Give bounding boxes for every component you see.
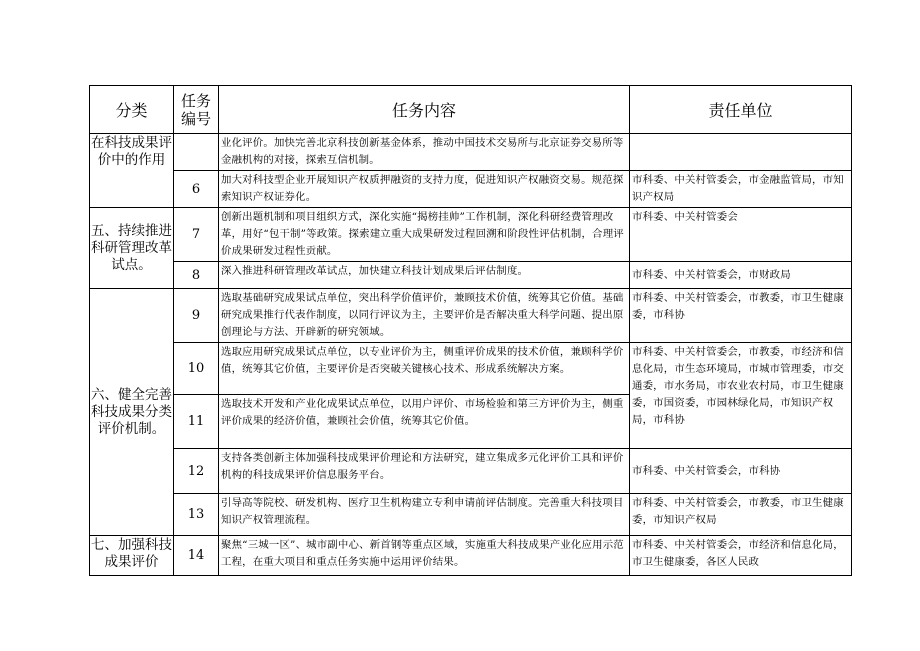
header-responsible-unit: 责任单位 bbox=[630, 86, 852, 134]
task-table bbox=[89, 85, 852, 576]
responsible-unit bbox=[630, 134, 852, 171]
responsible-unit: 市科委、中关村管委会，市科协 bbox=[630, 449, 852, 494]
task-content: 选取应用研究成果试点单位，以专业评价为主，侧重评价成果的技术价值，兼顾科学价值，统筹其它价值，主要评价是否突破关键核心技术、形成系统解决方案。 bbox=[219, 343, 630, 395]
task-content: 业化评价。加快完善北京科技创新基金体系，推动中国技术交易所与北京证券交易所等金融机构的对接，探索互信机制。 bbox=[219, 134, 630, 171]
task-content: 加大对科技型企业开展知识产权质押融资的支持力度，促进知识产权融资交易。规范探索知识产权证券化。 bbox=[219, 171, 630, 208]
task-number: 11 bbox=[174, 395, 219, 449]
task-number: 14 bbox=[174, 536, 219, 576]
task-content: 创新出题机制和项目组织方式，深化实施“揭榜挂帅”工作机制，深化科研经费管理改革，用好“包干制”等政策。探索建立重大成果研发过程回溯和阶段性评估机制，合理评价成果研发过程性贡献。 bbox=[219, 208, 630, 262]
task-content: 选取技术开发和产业化成果试点单位，以用户评价、市场检验和第三方评价为主，侧重评价成果的经济价值，兼顾社会价值，统筹其它价值。 bbox=[219, 395, 630, 449]
table-row bbox=[90, 171, 852, 208]
table-row bbox=[90, 289, 852, 343]
table-row bbox=[90, 449, 852, 494]
category-cell: 七、加强科技成果评价 bbox=[90, 536, 174, 576]
table-row bbox=[90, 262, 852, 289]
responsible-unit: 市科委、中关村管委会，市经济和信息化局，市卫生健康委，各区人民政 bbox=[630, 536, 852, 576]
table-row bbox=[90, 134, 852, 171]
task-number: 9 bbox=[174, 289, 219, 343]
task-number: 6 bbox=[174, 171, 219, 208]
task-content: 支持各类创新主体加强科技成果评价理论和方法研究，建立集成多元化评价工具和评价机构的科技成果评价信息服务平台。 bbox=[219, 449, 630, 494]
task-number: 12 bbox=[174, 449, 219, 494]
header-task-number: 任务编号 bbox=[174, 86, 219, 134]
table-row bbox=[90, 536, 852, 576]
task-content: 聚焦“三城一区”、城市副中心、新首钢等重点区域，实施重大科技成果产业化应用示范工程，在重大项目和重点任务实施中运用评价结果。 bbox=[219, 536, 630, 576]
task-content: 选取基础研究成果试点单位，突出科学价值评价，兼顾技术价值，统筹其它价值。基础研究成果推行代表作制度，以同行评议为主，主要评价是否解决重大科学问题、提出原创理论与方法、开辟新的研究领域。 bbox=[219, 289, 630, 343]
responsible-unit: 市科委、中关村管委会，市财政局 bbox=[630, 262, 852, 289]
responsible-unit: 市科委、中关村管委会，市教委，市卫生健康委，市知识产权局 bbox=[630, 494, 852, 536]
table-row bbox=[90, 494, 852, 536]
task-number: 10 bbox=[174, 343, 219, 395]
task-number: 8 bbox=[174, 262, 219, 289]
task-number bbox=[174, 134, 219, 171]
header-task-content: 任务内容 bbox=[219, 86, 630, 134]
header-row bbox=[90, 86, 852, 134]
header-category: 分类 bbox=[90, 86, 174, 134]
responsible-unit: 市科委、中关村管委会，市教委，市卫生健康委，市科协 bbox=[630, 289, 852, 343]
table-row bbox=[90, 208, 852, 262]
task-content: 引导高等院校、研发机构、医疗卫生机构建立专利申请前评估制度。完善重大科技项目知识产权管理流程。 bbox=[219, 494, 630, 536]
table-row bbox=[90, 343, 852, 395]
responsible-unit: 市科委、中关村管委会 bbox=[630, 208, 852, 262]
task-number: 13 bbox=[174, 494, 219, 536]
responsible-unit-merged: 市科委、中关村管委会，市教委，市经济和信息化局，市生态环境局，市城市管理委，市交通委，市水务局，市农业农村局，市卫生健康委，市国资委，市园林绿化局，市知识产权局，市科协 bbox=[630, 343, 852, 449]
category-cell: 五、持续推进科研管理改革试点。 bbox=[90, 208, 174, 289]
category-cell: 在科技成果评价中的作用 bbox=[90, 134, 174, 208]
task-content: 深入推进科研管理改革试点，加快建立科技计划成果后评估制度。 bbox=[219, 262, 630, 289]
responsible-unit: 市科委、中关村管委会，市金融监管局，市知识产权局 bbox=[630, 171, 852, 208]
category-cell: 六、健全完善科技成果分类评价机制。 bbox=[90, 289, 174, 536]
task-number: 7 bbox=[174, 208, 219, 262]
